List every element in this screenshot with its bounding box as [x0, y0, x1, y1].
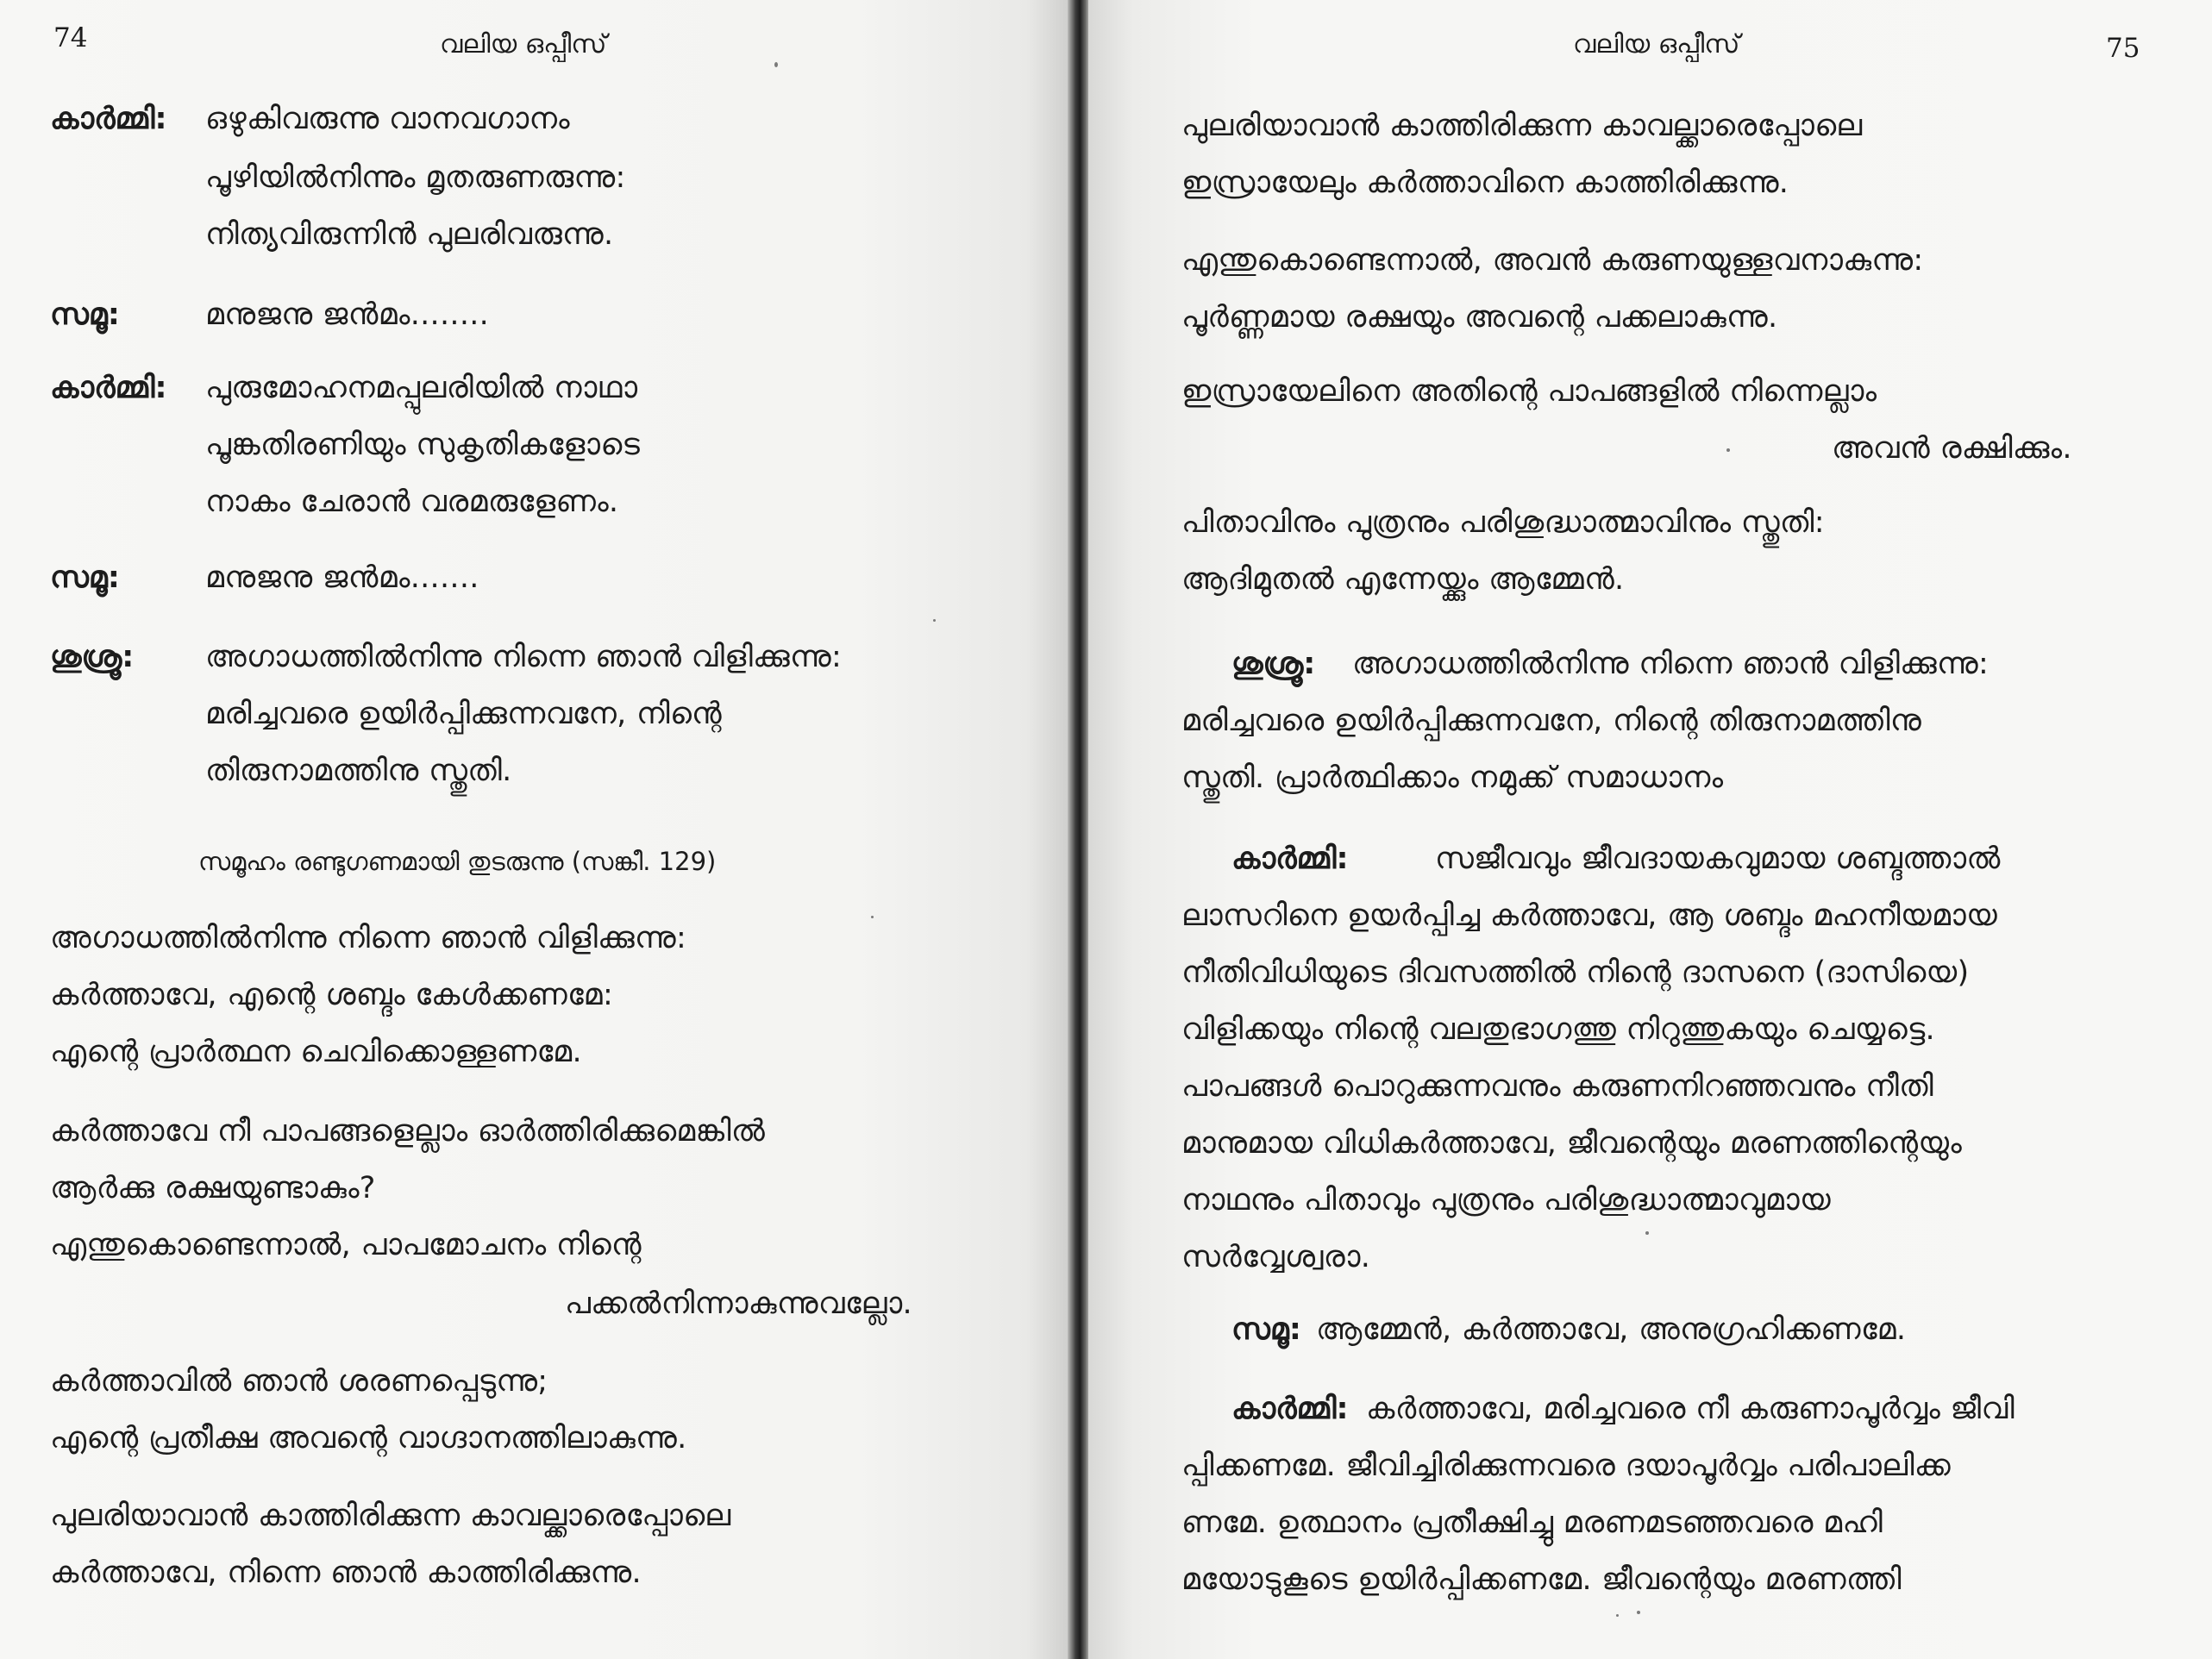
text-line: സ്തുതി. പ്രാർത്ഥിക്കാം നമുക്ക് സമാധാനം: [1181, 761, 1724, 795]
text-line: പുരുമോഹനമപ്പുലരിയിൽ നാഥാ: [205, 371, 638, 405]
text-line: കർത്താവേ, മരിച്ചവരെ നീ കരുണാപൂർവ്വം ജീവി: [1366, 1392, 2015, 1426]
psalm-line: കർത്താവിൽ ഞാൻ ശരണപ്പെടുന്നു;: [50, 1364, 548, 1399]
text-line: അഗാധത്തിൽനിന്നു നിന്നെ ഞാൻ വിളിക്കുന്നു:: [205, 640, 843, 674]
speaker-label: സമൂ:: [50, 297, 120, 332]
psalm-line: ഇസ്രായേലിനെ അതിന്റെ പാപങ്ങളിൽ നിന്നെല്ലാം: [1181, 374, 1877, 409]
speaker-label: കാർമ്മി:: [50, 102, 167, 136]
right-page: [1088, 0, 2212, 1659]
speaker-label: സമൂ:: [1231, 1312, 1301, 1347]
text-line: ആമ്മേൻ, കർത്താവേ, അനുഗ്രഹിക്കണമേ.: [1316, 1312, 1907, 1347]
text-line: മരിച്ചവരെ ഉയിർപ്പിക്കുന്നവനേ, നിന്റെ തിരുനാമത്തിനു: [1181, 704, 1922, 738]
speaker-label: സമൂ:: [50, 560, 120, 595]
running-head: വലിയ ഒപ്പീസ്: [440, 29, 607, 59]
print-speck: [774, 62, 778, 67]
text-line: നാകം ചേരാൻ വരമരുളേണം.: [205, 485, 619, 519]
print-speck: [1616, 1614, 1619, 1617]
text-line: നിത്യവിരുന്നിൻ പുലരിവരുന്നു.: [205, 217, 614, 252]
speaker-label: കാർമ്മി:: [1231, 1392, 1349, 1426]
print-speck: [1637, 1611, 1640, 1614]
psalm-line: പുലരിയാവാൻ കാത്തിരിക്കുന്ന കാവല്ക്കാരെപ്പോലെ: [50, 1499, 731, 1533]
psalm-line: എന്റെ പ്രതീക്ഷ അവന്റെ വാഗ്ദാനത്തിലാകുന്നു.: [50, 1421, 687, 1456]
text-line: പ്പിക്കണമേ. ജീവിച്ചിരിക്കുന്നവരെ ദയാപൂർവ്വം പരിപാലിക്ക: [1181, 1449, 1952, 1483]
text-line: മനുജനു ജൻമം........: [205, 297, 490, 332]
print-speck: [1726, 448, 1730, 452]
speaker-label: ശുശ്രൂ:: [1231, 647, 1316, 681]
text-line: വിളിക്കയും നിന്റെ വലതുഭാഗത്തു നിറുത്തുകയും ചെയ്യട്ടെ.: [1181, 1012, 1935, 1047]
psalm-line: കർത്താവേ, നിന്നെ ഞാൻ കാത്തിരിക്കുന്നു.: [50, 1556, 642, 1590]
text-line: ണമേ. ഉത്ഥാനം പ്രതീക്ഷിച്ചു മരണമടഞ്ഞവരെ മഹി: [1181, 1506, 1883, 1540]
text-line: ലാസറിനെ ഉയർപ്പിച്ച കർത്താവേ, ആ ശബ്ദം മഹനീയമായ: [1181, 898, 1998, 933]
left-page: [0, 0, 1069, 1659]
text-line: അഗാധത്തിൽനിന്നു നിന്നെ ഞാൻ വിളിക്കുന്നു:: [1352, 647, 1990, 681]
text-line: നാഥനും പിതാവും പുത്രനും പരിശുദ്ധാത്മാവുമായ: [1181, 1183, 1831, 1218]
page-number: 75: [2106, 33, 2140, 64]
psalm-line: പിതാവിനും പുത്രനും പരിശുദ്ധാത്മാവിനും സ്തുതി:: [1181, 505, 1825, 540]
psalm-line: ഇസ്രായേലും കർത്താവിനെ കാത്തിരിക്കുന്നു.: [1181, 166, 1789, 200]
psalm-line: പുലരിയാവാൻ കാത്തിരിക്കുന്ന കാവല്ക്കാരെപ്പോലെ: [1181, 109, 1863, 143]
text-line: മാനുമായ വിധികർത്താവേ, ജീവന്റെയും മരണത്തിന്റെയും: [1181, 1126, 1963, 1161]
text-line: മയോടുകൂടെ ഉയിർപ്പിക്കണമേ. ജീവന്റെയും മരണത്തി: [1181, 1562, 1902, 1597]
psalm-line: എന്തുകൊണ്ടെന്നാൽ, പാപമോചനം നിന്റെ: [50, 1228, 642, 1262]
text-line: തിരുനാമത്തിനു സ്തുതി.: [205, 754, 512, 788]
text-line: പൂങ്കതിരണിയും സുകൃതികളോടെ: [205, 428, 641, 462]
print-speck: [871, 916, 874, 918]
text-line: നീതിവിധിയുടെ ദിവസത്തിൽ നിന്റെ ദാസനെ (ദാസിയെ): [1181, 955, 1970, 990]
rubric: സമൂഹം രണ്ടുഗണമായി തുടരുന്നു (സങ്കീ. 129): [198, 847, 717, 876]
text-line: സർവ്വേശ്വരാ.: [1181, 1240, 1371, 1274]
book-gutter: [1068, 0, 1090, 1659]
psalm-line: എന്റെ പ്രാർത്ഥന ചെവിക്കൊള്ളണമേ.: [50, 1035, 582, 1069]
psalm-line: ആർക്കു രക്ഷയുണ്ടാകും?: [50, 1171, 376, 1205]
psalm-line: കർത്താവേ, എന്റെ ശബ്ദം കേൾക്കണമേ:: [50, 978, 614, 1012]
print-speck: [1645, 1231, 1649, 1235]
speaker-label: കാർമ്മി:: [50, 371, 167, 405]
text-line: ഒഴുകിവരുന്നു വാനവഗാനം: [205, 102, 570, 136]
running-head: വലിയ ഒപ്പീസ്: [1573, 29, 1740, 59]
text-line: മനുജനു ജൻമം.......: [205, 560, 479, 595]
text-line: പൂഴിയിൽനിന്നും മൃതരുണരുന്നു:: [205, 160, 626, 195]
psalm-line: എന്തുകൊണ്ടെന്നാൽ, അവൻ കരുണയുള്ളവനാകുന്നു:: [1181, 243, 1924, 278]
text-line: പാപങ്ങൾ പൊറുക്കുന്നവനും കരുണനിറഞ്ഞവനും നീതി: [1181, 1069, 1934, 1104]
speaker-label: കാർമ്മി:: [1231, 842, 1349, 876]
psalm-line: ആദിമുതൽ എന്നേയ്ക്കും ആമ്മേൻ.: [1181, 562, 1625, 597]
psalm-line: അവൻ രക്ഷിക്കും.: [1832, 431, 2072, 466]
psalm-line: കർത്താവേ നീ പാപങ്ങളെല്ലാം ഓർത്തിരിക്കുമെങ്കിൽ: [50, 1114, 766, 1149]
psalm-line: അഗാധത്തിൽനിന്നു നിന്നെ ഞാൻ വിളിക്കുന്നു:: [50, 921, 687, 955]
psalm-line: പൂർണ്ണമായ രക്ഷയും അവന്റെ പക്കലാകുന്നു.: [1181, 300, 1778, 335]
text-line: സജീവവും ജീവദായകവുമായ ശബ്ദത്താൽ: [1435, 842, 2001, 876]
psalm-line: പക്കൽനിന്നാകുന്നുവല്ലോ.: [565, 1287, 912, 1321]
print-speck: [933, 619, 936, 622]
text-line: മരിച്ചവരെ ഉയിർപ്പിക്കുന്നവനേ, നിന്റെ: [205, 697, 723, 731]
page-number: 74: [53, 22, 88, 53]
speaker-label: ശുശ്രൂ:: [50, 640, 135, 674]
